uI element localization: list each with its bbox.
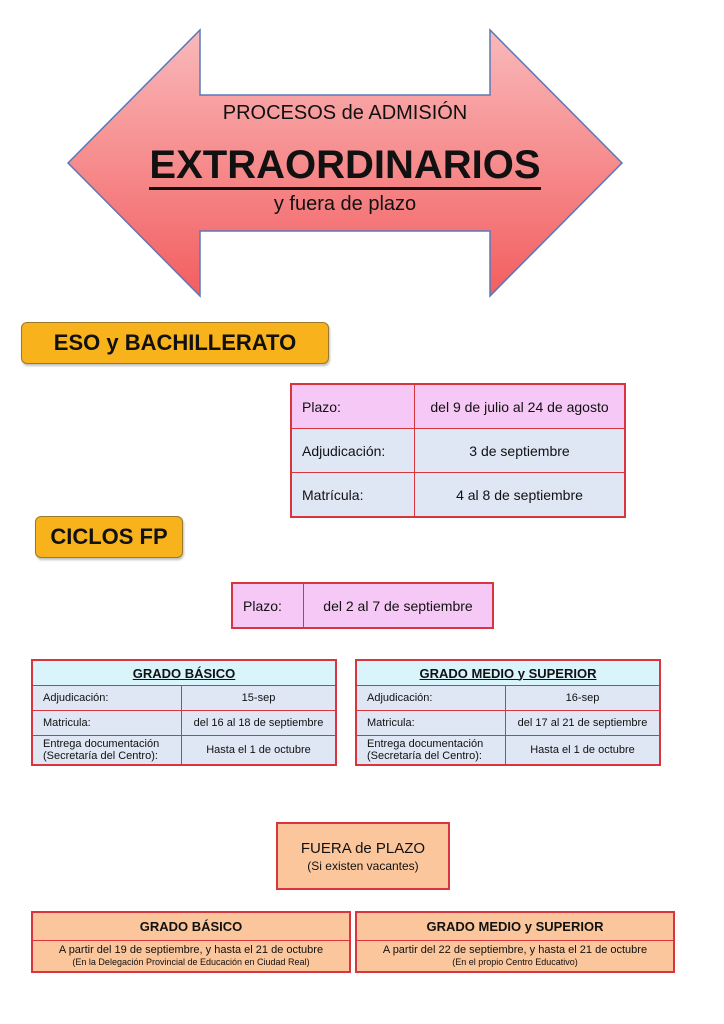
grado-medio-title-text: GRADO MEDIO y SUPERIOR <box>419 665 597 681</box>
grado-basico-table <box>31 659 337 766</box>
header-title <box>120 143 570 188</box>
eso-plazo-value: del 9 de julio al 24 de agosto <box>415 384 626 429</box>
table-row <box>356 660 660 686</box>
basico-matricula-label: Matricula: <box>32 711 182 736</box>
table-row <box>32 686 336 711</box>
fp-plazo-label: Plazo: <box>232 583 304 628</box>
grado-medio-table <box>355 659 661 766</box>
eso-matricula-label: Matrícula: <box>291 473 415 518</box>
table-row <box>291 473 625 518</box>
table-row <box>32 660 336 686</box>
table-row <box>356 736 660 766</box>
fuera-grado-medio-box <box>355 911 675 973</box>
fuera-basico-title: GRADO BÁSICO <box>33 913 349 941</box>
eso-plazo-label: Plazo: <box>291 384 415 429</box>
fp-plazo-table <box>231 582 494 629</box>
fuera-basico-note: (En la Delegación Provincial de Educación en Ciudad Real) <box>72 957 310 967</box>
medio-matricula-value: del 17 al 21 de septiembre <box>506 711 661 736</box>
header-line-3: y fuera de plazo <box>273 193 417 215</box>
medio-entrega-label <box>356 736 506 766</box>
fp-section-label: CICLOS FP <box>35 516 183 558</box>
fuera-plazo-title: FUERA de PLAZO <box>300 839 426 857</box>
eso-section-label: ESO y BACHILLERATO <box>21 322 329 364</box>
medio-adjudicacion-label: Adjudicación: <box>356 686 506 711</box>
header-title-text: EXTRAORDINARIOS <box>149 143 540 190</box>
grado-basico-title-text: GRADO BÁSICO <box>132 665 236 681</box>
basico-entrega-label <box>32 736 182 766</box>
basico-entrega-value: Hasta el 1 de octubre <box>182 736 337 766</box>
medio-adjudicacion-value: 16-sep <box>506 686 661 711</box>
fuera-medio-title: GRADO MEDIO y SUPERIOR <box>357 913 673 941</box>
eso-adjudicacion-value: 3 de septiembre <box>415 429 626 473</box>
fuera-medio-note: (En el propio Centro Educativo) <box>452 957 578 967</box>
fuera-basico-range: A partir del 19 de septiembre, y hasta el 21 de octubre <box>58 944 324 956</box>
fuera-plazo-box <box>276 822 450 890</box>
medio-entrega-label-1: Entrega documentación <box>367 738 484 750</box>
basico-entrega-label-1: Entrega documentación <box>43 738 160 750</box>
table-row <box>232 583 493 628</box>
basico-adjudicacion-value: 15-sep <box>182 686 337 711</box>
grado-basico-title <box>32 660 336 686</box>
basico-adjudicacion-label: Adjudicación: <box>32 686 182 711</box>
eso-matricula-value: 4 al 8 de septiembre <box>415 473 626 518</box>
table-row <box>291 429 625 473</box>
medio-matricula-label: Matricula: <box>356 711 506 736</box>
table-row <box>356 711 660 736</box>
grado-medio-title <box>356 660 660 686</box>
header-line-1: PROCESOS de ADMISIÓN <box>222 102 468 124</box>
fuera-grado-basico-box <box>31 911 351 973</box>
fuera-medio-range: A partir del 22 de septiembre, y hasta el 21 de octubre <box>382 944 648 956</box>
eso-dates-table <box>290 383 626 518</box>
basico-entrega-label-2: (Secretaría del Centro): <box>43 750 158 762</box>
medio-entrega-value: Hasta el 1 de octubre <box>506 736 661 766</box>
fp-plazo-value: del 2 al 7 de septiembre <box>304 583 494 628</box>
table-row <box>32 736 336 766</box>
eso-adjudicacion-label: Adjudicación: <box>291 429 415 473</box>
table-row <box>32 711 336 736</box>
medio-entrega-label-2: (Secretaría del Centro): <box>367 750 482 762</box>
table-row <box>356 686 660 711</box>
basico-matricula-value: del 16 al 18 de septiembre <box>182 711 337 736</box>
table-row <box>291 384 625 429</box>
fuera-plazo-subtitle: (Si existen vacantes) <box>307 858 419 873</box>
